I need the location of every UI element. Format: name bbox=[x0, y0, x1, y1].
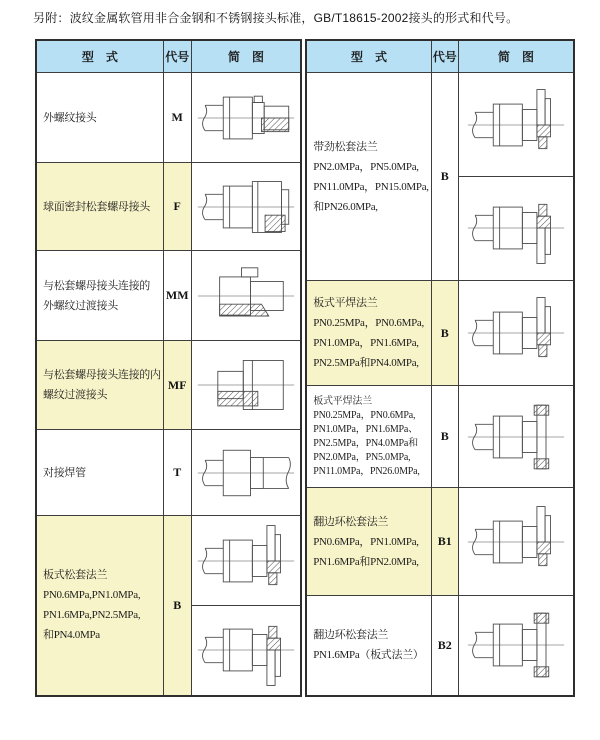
type-text-line: 板式松套法兰 bbox=[43, 569, 108, 582]
diagram bbox=[192, 605, 301, 695]
type-text-line: 与松套螺母接头连接的内 bbox=[43, 369, 161, 381]
neck-loose-flange-b-icon bbox=[466, 190, 566, 266]
diagram bbox=[192, 74, 301, 162]
type-text-line: PN0.25MPa，PN0.6MPa, bbox=[313, 317, 424, 329]
male-thread-transition-joint-icon bbox=[196, 258, 296, 334]
type-text-line: PN2.0MPa，PN5.0MPa, bbox=[313, 451, 411, 463]
type-text-line: 螺纹过渡接头 bbox=[43, 389, 108, 401]
code-cell: B1 bbox=[431, 488, 458, 596]
type-cell bbox=[36, 73, 163, 163]
header-code: 代号 bbox=[163, 40, 191, 73]
table-row bbox=[306, 596, 574, 696]
header-diagram: 简 图 bbox=[191, 40, 301, 73]
neck-loose-flange-a-icon bbox=[466, 87, 566, 163]
diagram bbox=[192, 252, 301, 340]
table-row bbox=[306, 488, 574, 596]
code-cell: F bbox=[163, 163, 191, 251]
type-cell bbox=[306, 386, 431, 488]
diagram bbox=[192, 164, 301, 250]
plate-loose-flange-a-icon bbox=[196, 523, 296, 599]
header-type: 型 式 bbox=[306, 40, 431, 73]
table-row bbox=[306, 73, 574, 281]
female-thread-transition-joint-icon bbox=[196, 347, 296, 423]
type-text-line: PN11.0MPa，PN15.0MPa, bbox=[313, 180, 429, 193]
table-row bbox=[36, 73, 301, 163]
header-type: 型 式 bbox=[36, 40, 163, 73]
diagram bbox=[459, 176, 574, 280]
diagram bbox=[459, 282, 574, 385]
code-cell: B bbox=[431, 73, 458, 281]
code-cell: B bbox=[431, 386, 458, 488]
diagram-cell bbox=[458, 386, 574, 488]
table-row bbox=[36, 163, 301, 251]
type-cell bbox=[36, 341, 163, 430]
diagram-cell bbox=[458, 596, 574, 696]
header-row bbox=[36, 40, 301, 73]
lap-ring-plate-flange-icon bbox=[466, 607, 566, 683]
type-cell bbox=[306, 596, 431, 696]
code-cell: B bbox=[431, 281, 458, 386]
type-text-line: PN1.0MPa，PN1.6MPa、 bbox=[313, 423, 418, 435]
table-row bbox=[36, 251, 301, 341]
diagram bbox=[192, 342, 301, 429]
sphere-seal-loose-nut-joint-icon bbox=[196, 169, 296, 245]
type-text-line: 与松套螺母接头连接的 bbox=[43, 279, 150, 292]
table-row bbox=[36, 430, 301, 516]
diagram-cell bbox=[458, 281, 574, 386]
type-cell bbox=[36, 516, 163, 696]
lap-ring-loose-flange-icon bbox=[466, 504, 566, 580]
type-text-line: PN2.5MPa，PN4.0MPa和 bbox=[313, 437, 418, 449]
type-text-line: 翻边环松套法兰 bbox=[313, 515, 389, 528]
diagram-cell bbox=[458, 488, 574, 596]
diagram-cell bbox=[458, 73, 574, 281]
type-text-line: PN0.6MPa，PN1.0MPa, bbox=[313, 535, 419, 548]
code-cell: MF bbox=[163, 341, 191, 430]
diagram-cell bbox=[191, 251, 301, 341]
code-cell: MM bbox=[163, 251, 191, 341]
code-cell: B bbox=[163, 516, 191, 696]
diagram bbox=[459, 596, 574, 694]
table-row bbox=[36, 341, 301, 430]
type-cell bbox=[306, 281, 431, 386]
diagram-cell bbox=[191, 73, 301, 163]
male-thread-joint-icon bbox=[196, 80, 296, 156]
type-text-line: PN1.6MPa,PN2.5MPa, bbox=[43, 609, 141, 622]
type-text-line: 带劲松套法兰 bbox=[313, 140, 378, 153]
diagram-cell bbox=[191, 430, 301, 516]
type-text-line: 板式平焊法兰 bbox=[313, 297, 378, 309]
type-text-line: PN11.0MPa，PN26.0MPa, bbox=[313, 465, 420, 477]
page-title: 另附：波纹金属软管用非合金钢和不锈钢接头标准，GB/T18615-2002接头的形式和代号。 bbox=[33, 11, 519, 25]
diagram-stack bbox=[459, 74, 574, 280]
diagram bbox=[459, 387, 574, 487]
type-text-line: 和PN26.0MPa, bbox=[313, 200, 378, 213]
plate-loose-flange-b-icon bbox=[196, 612, 296, 688]
code-cell: M bbox=[163, 73, 191, 163]
type-cell bbox=[306, 488, 431, 596]
joint-tables-container bbox=[35, 39, 575, 697]
type-text-line: PN2.5MPa和PN4.0MPa, bbox=[313, 357, 419, 369]
type-text-line: PN0.6MPa,PN1.0MPa, bbox=[43, 589, 141, 602]
butt-weld-pipe-icon bbox=[196, 435, 296, 511]
type-cell bbox=[36, 163, 163, 251]
type-text-line: PN1.6MPa（板式法兰） bbox=[313, 649, 424, 662]
diagram bbox=[459, 489, 574, 595]
type-text-line: 板式平焊法兰 bbox=[313, 395, 373, 407]
header-row bbox=[306, 40, 574, 73]
type-cell bbox=[306, 73, 431, 281]
type-text-line: PN1.0MPa，PN1.6MPa, bbox=[313, 337, 419, 349]
code-cell: T bbox=[163, 430, 191, 516]
diagram bbox=[459, 74, 574, 177]
type-text-line: PN0.25MPa，PN0.6MPa, bbox=[313, 409, 416, 421]
diagram-cell bbox=[191, 516, 301, 696]
type-cell bbox=[36, 251, 163, 341]
type-text-line: 外螺纹过渡接头 bbox=[43, 299, 118, 312]
table-row bbox=[306, 386, 574, 488]
header-code: 代号 bbox=[431, 40, 458, 73]
type-text-line: 球面密封松套螺母接头 bbox=[43, 200, 150, 213]
type-text-line: PN2.0MPa，PN5.0MPa, bbox=[313, 160, 419, 173]
table-row bbox=[306, 281, 574, 386]
joint-table-left bbox=[35, 39, 302, 697]
diagram-cell bbox=[191, 341, 301, 430]
diagram-stack bbox=[192, 516, 301, 694]
type-text-line: 对接焊管 bbox=[43, 466, 86, 479]
flat-weld-plate-flange-2-icon bbox=[466, 399, 566, 475]
flat-weld-plate-flange-icon bbox=[466, 295, 566, 371]
diagram bbox=[192, 431, 301, 515]
type-text-line: 翻边环松套法兰 bbox=[313, 629, 389, 642]
code-cell: B2 bbox=[431, 596, 458, 696]
joint-table-right bbox=[305, 39, 575, 697]
type-text-line: 和PN4.0MPa bbox=[43, 629, 100, 642]
type-text-line: PN1.6MPa和PN2.0MPa, bbox=[313, 555, 419, 568]
diagram-cell bbox=[191, 163, 301, 251]
type-cell bbox=[36, 430, 163, 516]
diagram bbox=[192, 516, 301, 605]
table-row bbox=[36, 516, 301, 696]
type-text-line: 外螺纹接头 bbox=[43, 111, 97, 124]
header-diagram: 简 图 bbox=[458, 40, 574, 73]
